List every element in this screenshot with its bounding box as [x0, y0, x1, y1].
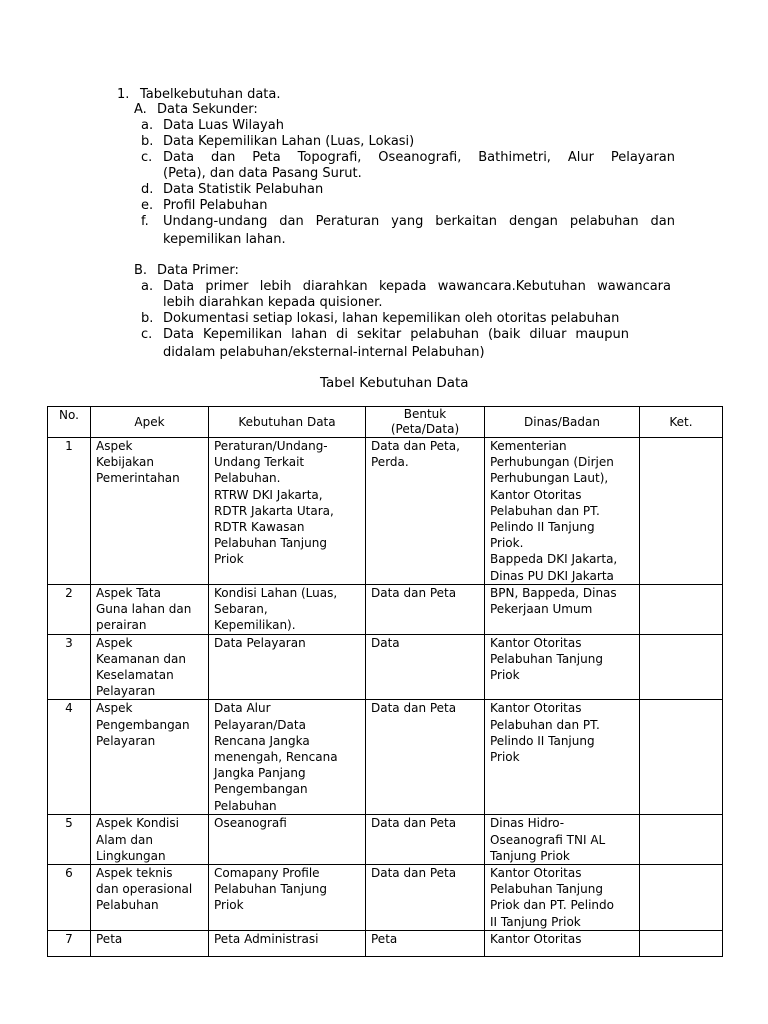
cell-text-line: Rencana Jangka: [214, 733, 310, 748]
list-item-continued: (Peta), dan data Pasang Surut.: [163, 166, 362, 181]
cell-text-line: Aspek: [96, 439, 133, 453]
cell-ket: [640, 700, 723, 815]
list-item-continued: didalam pelabuhan/eksternal-internal Pelabuhan): [163, 345, 485, 360]
list-item: Dokumentasi setiap lokasi, lahan kepemilikan oleh otoritas pelabuhan: [163, 311, 620, 326]
header-no: No.: [48, 407, 91, 438]
cell-text-line: Kantor Otoritas: [490, 635, 582, 650]
cell-text-line: RDTR Jakarta Utara,: [214, 503, 334, 518]
cell-dinas-badan: [485, 438, 640, 585]
cell-text-line: Lingkungan: [96, 848, 166, 863]
cell-text-line: Aspek: [96, 701, 133, 716]
cell-dinas-badan: [485, 865, 640, 931]
list-item: Data Statistik Pelabuhan: [163, 182, 324, 197]
cell-apek: [91, 438, 209, 585]
table-row: [48, 438, 723, 585]
list-item: Data dan Peta Topografi, Oseanografi, Bathimetri, Alur Pelayaran: [163, 150, 675, 165]
table-row: [48, 815, 723, 865]
cell-text-line: Priok: [490, 668, 520, 683]
section-a-label: A.: [134, 102, 147, 117]
cell-kebutuhan-data: [209, 815, 366, 865]
cell-kebutuhan-data: [209, 634, 366, 700]
list-item: Data primer lebih diarahkan kepada wawancara.Kebutuhan wawancara: [163, 279, 671, 294]
cell-text-line: Kantor Otoritas: [490, 931, 582, 946]
header-bentuk: Bentuk (Peta/Data): [366, 407, 485, 438]
list-item: Data Kepemilikan Lahan (Luas, Lokasi): [163, 134, 415, 149]
cell-text-line: Keselamatan: [96, 668, 174, 683]
cell-text-line: Pelayaran/Data: [214, 717, 306, 732]
cell-kebutuhan-data: [209, 700, 366, 815]
header-dinas-badan: Dinas/Badan: [485, 407, 640, 438]
cell-apek: [91, 865, 209, 931]
cell-text-line: Priok.: [490, 536, 524, 551]
cell-text-line: Sebaran,: [214, 602, 268, 617]
cell-text-line: menengah, Rencana: [214, 750, 338, 765]
cell-text-line: Aspek teknis: [96, 866, 173, 881]
cell-text-line: Dinas Hidro-: [490, 816, 565, 831]
cell-kebutuhan-data: [209, 438, 366, 585]
cell-text-line: Pelabuhan dan PT.: [490, 503, 600, 518]
cell-text-line: Pelayaran: [96, 684, 156, 699]
list-number: 1.: [117, 87, 130, 102]
cell-text-line: Pelabuhan dan PT.: [490, 717, 600, 732]
cell-text-line: Pekerjaan Umum: [490, 602, 593, 617]
cell-ket: [640, 865, 723, 931]
cell-text-line: Priok: [490, 750, 520, 765]
cell-no: 2: [48, 585, 91, 635]
cell-text-line: II Tanjung Priok: [490, 914, 581, 929]
cell-ket: [640, 585, 723, 635]
list-letter: c.: [141, 327, 153, 342]
cell-no: 7: [48, 930, 91, 956]
header-ket: Ket.: [640, 407, 723, 438]
header-kebutuhan-data: Kebutuhan Data: [209, 407, 366, 438]
cell-text-line: Aspek Tata: [96, 586, 161, 600]
cell-text-line: Oseanografi TNI AL: [490, 832, 606, 847]
cell-text-line: Aspek Kondisi: [96, 816, 179, 831]
list-item: Profil Pelabuhan: [163, 198, 268, 213]
cell-text-line: Peraturan/Undang-: [214, 439, 328, 453]
cell-text-line: Alam dan: [96, 832, 153, 847]
list-letter: c.: [141, 150, 153, 165]
data-needs-table: [47, 406, 723, 957]
cell-text-line: Pelabuhan Tanjung: [214, 882, 327, 897]
cell-text-line: Perhubungan Laut),: [490, 471, 609, 486]
cell-text-line: Jangka Panjang: [214, 766, 306, 781]
cell-ket: [640, 930, 723, 956]
list-letter: d.: [141, 182, 154, 197]
cell-text-line: Guna lahan dan: [96, 602, 192, 617]
cell-text-line: dan operasional: [96, 882, 193, 897]
cell-text-line: Dinas PU DKI Jakarta: [490, 568, 614, 583]
cell-text-line: Priok: [214, 898, 244, 913]
cell-text-line: BPN, Bappeda, Dinas: [490, 586, 617, 600]
cell-apek: [91, 634, 209, 700]
cell-text-line: RTRW DKI Jakarta,: [214, 487, 323, 502]
cell-text-line: Keamanan dan: [96, 651, 187, 666]
cell-bentuk: [366, 700, 485, 815]
cell-text-line: Peta: [371, 931, 398, 946]
cell-ket: [640, 634, 723, 700]
table-header-row: [48, 407, 723, 438]
table-row: [48, 700, 723, 815]
cell-dinas-badan: [485, 930, 640, 956]
cell-dinas-badan: [485, 634, 640, 700]
cell-text-line: Pengembangan: [214, 782, 308, 797]
cell-text-line: Priok: [214, 552, 244, 567]
cell-ket: [640, 815, 723, 865]
cell-text-line: Pelabuhan: [214, 798, 277, 813]
list-letter: e.: [141, 198, 154, 213]
cell-bentuk: [366, 865, 485, 931]
list-item: Undang-undang dan Peraturan yang berkaitan dengan pelabuhan dan: [163, 214, 675, 229]
cell-no: 3: [48, 634, 91, 700]
cell-apek: [91, 930, 209, 956]
cell-text-line: Pelindo II Tanjung: [490, 520, 595, 535]
cell-kebutuhan-data: [209, 865, 366, 931]
cell-text-line: Bappeda DKI Jakarta,: [490, 552, 618, 567]
cell-text-line: Pelabuhan Tanjung: [490, 651, 603, 666]
list-heading: Tabelkebutuhan data.: [140, 87, 281, 102]
cell-text-line: Kantor Otoritas: [490, 866, 582, 881]
cell-text-line: Pelabuhan.: [214, 471, 281, 486]
cell-text-line: Priok dan PT. Pelindo: [490, 898, 614, 913]
cell-text-line: Data dan Peta: [371, 586, 457, 600]
cell-text-line: Kantor Otoritas: [490, 701, 582, 716]
table-row: [48, 585, 723, 635]
cell-bentuk: [366, 815, 485, 865]
cell-text-line: Kepemilikan).: [214, 618, 296, 633]
list-letter: f.: [141, 214, 149, 229]
list-item-continued: lebih diarahkan kepada quisioner.: [163, 295, 383, 310]
cell-text-line: Data: [371, 635, 400, 650]
cell-text-line: Aspek: [96, 635, 133, 650]
list-item: Data Kepemilikan lahan di sekitar pelabuhan (baik diluar maupun: [163, 327, 629, 342]
cell-apek: [91, 585, 209, 635]
cell-text-line: Data Alur: [214, 701, 271, 716]
cell-kebutuhan-data: [209, 930, 366, 956]
list-item: Data Luas Wilayah: [163, 118, 284, 133]
cell-text-line: Pelindo II Tanjung: [490, 733, 595, 748]
cell-text-line: Peta: [96, 931, 123, 946]
cell-bentuk: [366, 438, 485, 585]
cell-text-line: Kebijakan: [96, 455, 154, 470]
list-item-continued: kepemilikan lahan.: [163, 232, 286, 247]
cell-text-line: perairan: [96, 618, 147, 633]
cell-bentuk: [366, 634, 485, 700]
table-title: Tabel Kebutuhan Data: [320, 375, 469, 391]
cell-text-line: RDTR Kawasan: [214, 520, 305, 535]
header-apek: Apek: [91, 407, 209, 438]
cell-text-line: Data dan Peta: [371, 866, 457, 881]
section-b-title: Data Primer:: [157, 263, 239, 278]
cell-text-line: Data dan Peta: [371, 701, 457, 716]
cell-dinas-badan: [485, 700, 640, 815]
cell-apek: [91, 815, 209, 865]
cell-dinas-badan: [485, 585, 640, 635]
cell-text-line: Undang Terkait: [214, 455, 305, 470]
cell-text-line: Data dan Peta: [371, 816, 457, 831]
cell-text-line: Kantor Otoritas: [490, 487, 582, 502]
list-letter: b.: [141, 134, 154, 149]
cell-bentuk: [366, 585, 485, 635]
cell-bentuk: [366, 930, 485, 956]
section-a-title: Data Sekunder:: [157, 102, 258, 117]
cell-text-line: Kondisi Lahan (Luas,: [214, 586, 338, 600]
cell-text-line: Comapany Profile: [214, 866, 320, 881]
cell-text-line: Data dan Peta,: [371, 439, 460, 453]
cell-text-line: Pelabuhan Tanjung: [214, 536, 327, 551]
cell-kebutuhan-data: [209, 585, 366, 635]
cell-text-line: Pemerintahan: [96, 471, 180, 486]
section-b-label: B.: [134, 263, 148, 278]
cell-text-line: Perhubungan (Dirjen: [490, 455, 614, 470]
cell-text-line: Pelayaran: [96, 733, 156, 748]
cell-dinas-badan: [485, 815, 640, 865]
cell-text-line: Peta Administrasi: [214, 931, 319, 946]
cell-text-line: Perda.: [371, 455, 409, 470]
cell-no: 6: [48, 865, 91, 931]
cell-no: 4: [48, 700, 91, 815]
table-row: [48, 865, 723, 931]
table-row: [48, 930, 723, 956]
cell-text-line: Kementerian: [490, 439, 567, 453]
cell-text-line: Pelabuhan Tanjung: [490, 882, 603, 897]
list-letter: b.: [141, 311, 154, 326]
cell-text-line: Pelabuhan: [96, 898, 159, 913]
cell-ket: [640, 438, 723, 585]
cell-text-line: Tanjung Priok: [490, 848, 570, 863]
cell-apek: [91, 700, 209, 815]
list-letter: a.: [141, 118, 154, 133]
cell-text-line: Data Pelayaran: [214, 635, 306, 650]
cell-text-line: Pengembangan: [96, 717, 190, 732]
cell-no: 1: [48, 438, 91, 585]
cell-text-line: Oseanografi: [214, 816, 287, 831]
cell-no: 5: [48, 815, 91, 865]
table-row: [48, 634, 723, 700]
list-letter: a.: [141, 279, 154, 294]
